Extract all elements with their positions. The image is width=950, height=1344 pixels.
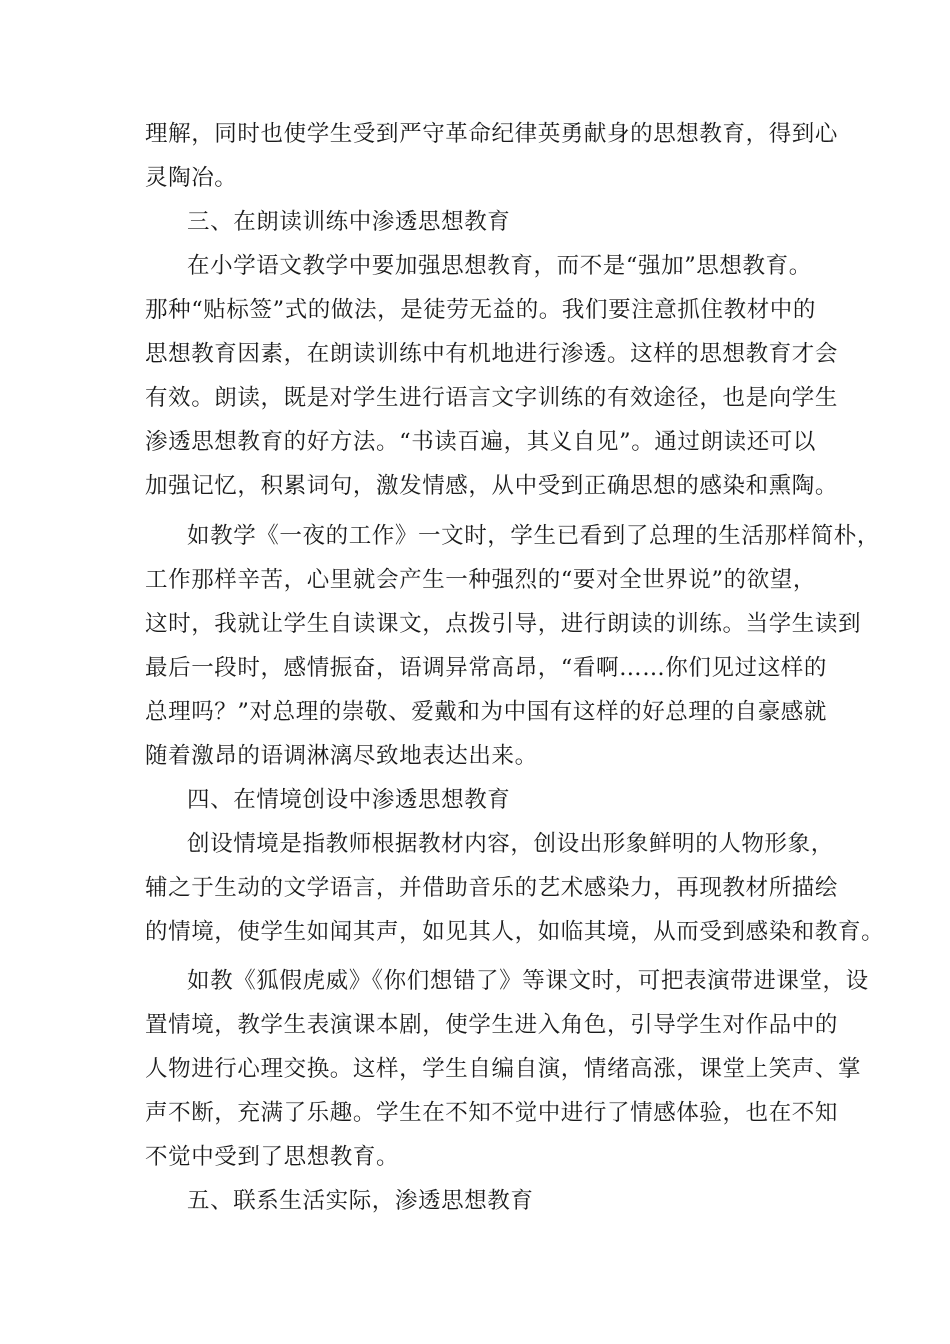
text-line: 有效。朗读，既是对学生进行语言文字训练的有效途径，也是向学生	[145, 385, 839, 411]
section-heading: 四、在情境创设中渗透思想教育	[187, 787, 511, 813]
text-line: 声不断，充满了乐趣。学生在不知不觉中进行了情感体验，也在不知	[145, 1100, 839, 1126]
text-line: 人物进行心理交换。这样，学生自编自演，情绪高涨，课堂上笑声、掌	[145, 1056, 862, 1082]
section-heading: 五、联系生活实际，渗透思想教育	[187, 1188, 534, 1214]
text-line: 最后一段时，感情振奋，语调异常高昂，“看啊……你们见过这样的	[145, 655, 828, 681]
text-line: 总理吗？”对总理的崇敬、爱戴和为中国有这样的好总理的自豪感就	[145, 699, 828, 725]
text-line: 不觉中受到了思想教育。	[145, 1144, 400, 1170]
section-heading: 三、在朗读训练中渗透思想教育	[187, 209, 511, 235]
text-line: 工作那样辛苦，心里就会产生一种强烈的“要对全世界说”的欲望，	[145, 567, 817, 593]
text-line: 那种“贴标签”式的做法，是徒劳无益的。我们要注意抓住教材中的	[145, 297, 817, 323]
text-line: 理解，同时也使学生受到严守革命纪律英勇献身的思想教育，得到心	[145, 121, 839, 147]
text-line: 辅之于生动的文学语言，并借助音乐的艺术感染力，再现教材所描绘	[145, 875, 839, 901]
text-line: 如教学《一夜的工作》一文时，学生已看到了总理的生活那样简朴，	[187, 523, 881, 549]
text-line: 加强记忆，积累词句，激发情感，从中受到正确思想的感染和熏陶。	[145, 473, 839, 499]
text-line: 随着激昂的语调淋漓尽致地表达出来。	[145, 743, 538, 769]
text-line: 创设情境是指教师根据教材内容，创设出形象鲜明的人物形象，	[187, 831, 834, 857]
text-line: 在小学语文教学中要加强思想教育，而不是“强加”思想教育。	[187, 253, 812, 279]
text-line: 渗透思想教育的好方法。“书读百遍，其义自见”。通过朗读还可以	[145, 429, 817, 455]
text-line: 如教《狐假虎威》《你们想错了》等课文时，可把表演带进课堂，设	[187, 968, 869, 994]
text-line: 置情境，教学生表演课本剧，使学生进入角色，引导学生对作品中的	[145, 1012, 839, 1038]
text-line: 的情境，使学生如闻其声，如见其人，如临其境，从而受到感染和教育。	[145, 919, 885, 945]
text-line: 思想教育因素，在朗读训练中有机地进行渗透。这样的思想教育才会	[145, 341, 839, 367]
text-line: 这时，我就让学生自读课文，点拨引导，进行朗读的训练。当学生读到	[145, 611, 862, 637]
text-line: 灵陶冶。	[145, 165, 238, 191]
